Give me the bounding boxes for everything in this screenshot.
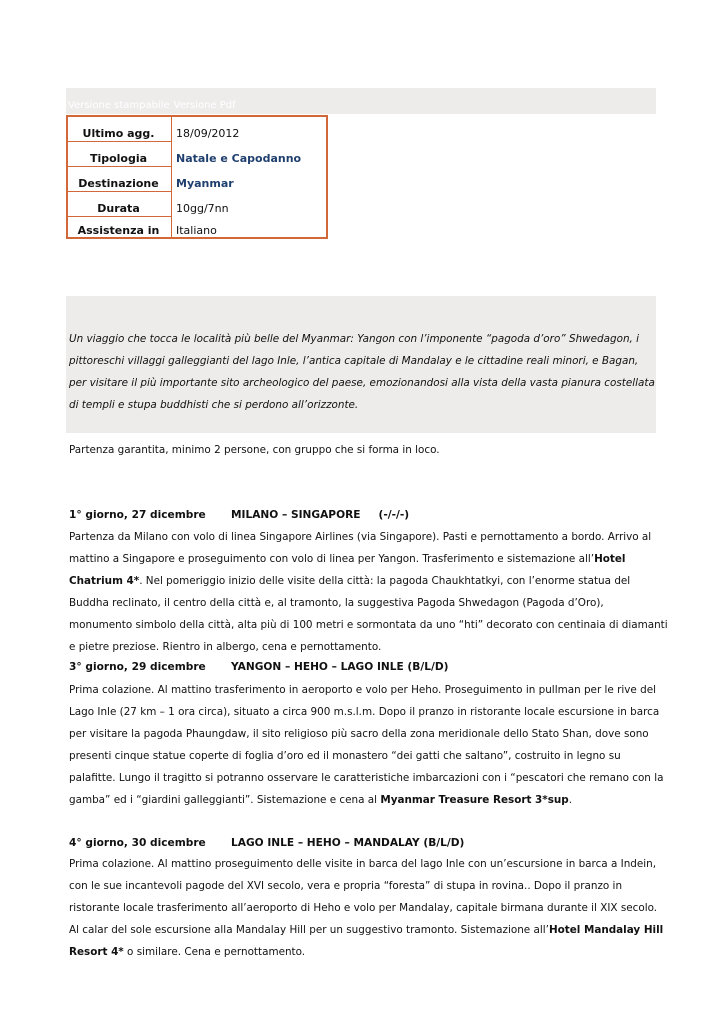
info-row-updated — [68, 117, 326, 142]
day-route: LAGO INLE – HEHO – MANDALAY (B/L/D) — [231, 837, 465, 849]
info-value-link[interactable]: Natale e Capodanno — [176, 152, 302, 165]
hotel-name: Hotel Mandalay Hill Resort 4* — [69, 924, 664, 958]
info-label: Assistenza in — [66, 217, 172, 239]
pdf-version-link[interactable]: Versione Pdf — [173, 100, 236, 111]
hotel-name: Hotel Chatrium 4* — [69, 553, 626, 587]
info-value-link[interactable]: Myanmar — [176, 177, 234, 190]
info-row-assistance — [68, 217, 326, 242]
info-label: Ultimo agg. — [66, 117, 172, 142]
info-row-destination — [68, 167, 326, 192]
day-heading — [69, 509, 409, 521]
day-date: 4° giorno, 30 dicembre — [69, 837, 206, 849]
day-route: MILANO – SINGAPORE — [231, 509, 361, 521]
info-value: Italiano — [176, 224, 217, 237]
trip-info-table — [66, 115, 328, 239]
day-date: 1° giorno, 27 dicembre — [69, 509, 206, 521]
toolbar-links — [68, 100, 240, 112]
info-label: Destinazione — [66, 167, 172, 192]
day-description: Partenza da Milano con volo di linea Singapore Airlines (via Singapore). Pasti e pernottamento a bordo. Arrivo al mattino a Singapore e proseguimento con volo di linea per Yangon. Trasferimento e sistemazione all’Hotel Chatrium 4*. Nel pomeriggio inizio delle visite della città: la pagoda Chaukhtatkyi, con l’enorme statua del Buddha reclinato, il centro della città e, al tramonto, la suggestiva Pagoda Shwedagon (Pagoda d’Oro), monumento simbolo della città, alta più di 100 metri e sormontata da uno “hti” decorato con centinaia di diamanti e pietre preziose. Rientro in albergo, cena e pernottamento. — [69, 531, 668, 653]
day-meals: (-/-/-) — [378, 509, 410, 521]
info-row-duration — [68, 192, 326, 217]
info-row-type — [68, 142, 326, 167]
intro-text: Un viaggio che tocca le località più belle del Myanmar: Yangon con l’imponente “pagoda d’oro” Shwedagon, i pittoreschi villaggi galleggianti del lago Inle, l’antica capitale di Mandalay e le cittadine reali minori, e Bagan, per visitare il più importante sito archeologico del paese, emozionandosi alla vista della vasta pianura costellata di templi e stupa buddhisti che si perdono all’orizzonte. — [69, 333, 655, 411]
day-description: Prima colazione. Al mattino trasferimento in aeroporto e volo per Heho. Proseguimento in pullman per le rive del Lago Inle (27 km – 1 ora circa), situato a circa 900 m.s.l.m. Dopo il pranzo in ristorante locale escursione in barca per visitare la pagoda Phaungdaw, il sito religioso più sacro della zona meridionale dello Stato Shan, dove sono presenti cinque statue coperte di foglia d’oro ed il monastero “dei gatti che saltano”, costruito in legno su palafitte. Lungo il tragitto si potranno osservare le caratteristiche imbarcazioni con i “pescatori che remano con la gamba” ed i “giardini galleggianti”. Sistemazione e cena al Myanmar Treasure Resort 3*sup. — [69, 684, 664, 806]
info-value: 10gg/7nn — [176, 202, 229, 215]
day-heading — [69, 661, 448, 673]
hotel-name: Myanmar Treasure Resort 3*sup — [380, 794, 569, 806]
day-route: YANGON – HEHO – LAGO INLE (B/L/D) — [231, 661, 449, 673]
intro-box — [66, 296, 656, 433]
info-label: Tipologia — [66, 142, 172, 167]
info-label: Durata — [66, 192, 172, 217]
day-heading — [69, 837, 464, 849]
day-date: 3° giorno, 29 dicembre — [69, 661, 206, 673]
print-version-link[interactable]: Versione stampabile — [68, 100, 170, 111]
print-toolbar — [66, 88, 656, 114]
info-value: 18/09/2012 — [176, 127, 240, 140]
day-description: Prima colazione. Al mattino proseguimento delle visite in barca del lago Inle con un’escursione in barca a Indein, con le sue incantevoli pagode del XVI secolo, vera e propria “foresta” di stupa in rovina.. Dopo il pranzo in ristorante locale trasferimento all’aeroporto di Heho e volo per Mandalay, capitale birmana durante il XIX secolo. Al calar del sole escursione alla Mandalay Hill per un suggestivo tramonto. Sistemazione all’Hotel Mandalay Hill Resort 4* o similare. Cena e pernottamento. — [69, 858, 664, 958]
departure-note: Partenza garantita, minimo 2 persone, con gruppo che si forma in loco. — [69, 444, 440, 456]
